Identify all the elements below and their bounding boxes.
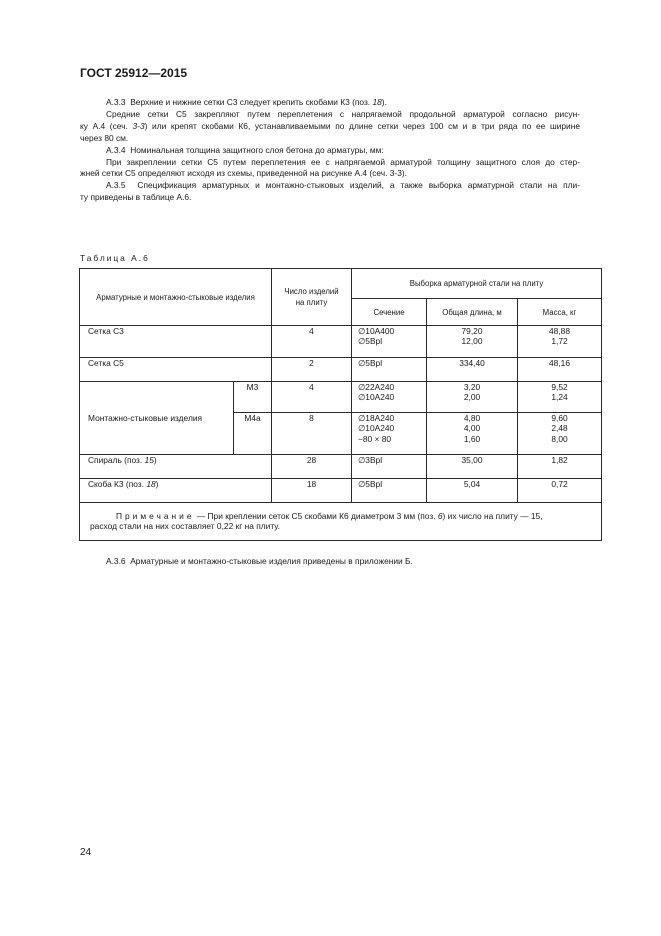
header-selection: Выборка арматурной стали на плиту [352,269,602,299]
item-count: 18 [272,479,352,503]
mass-value: 1,72 [551,336,568,347]
mass-value: 2,48 [551,423,568,434]
name-text: Спираль (поз. [88,455,145,465]
note-line1 [90,511,591,521]
position-ref: 18 [372,97,382,107]
clause-number: А.3.3 [106,97,126,107]
page-number: 24 [80,847,92,858]
item-count: 28 [272,455,352,479]
section-value: ∅5Врl [358,358,383,368]
name-text: ) [153,455,157,465]
length-cell [427,358,518,382]
position-ref: 6 [437,511,443,521]
table-row [80,382,602,413]
item-count: 2 [272,358,352,382]
item-mark: М4а [234,413,272,455]
position-ref: 18 [146,479,156,489]
section-value: ∅10А240 [358,423,395,434]
paragraph-a35-line2: ту приведены в таблице А.6. [80,192,192,203]
table-row [80,479,602,503]
length-value: 1,60 [463,433,481,444]
mass-cell [518,479,602,503]
table-header-row [80,269,602,299]
item-count: 4 [272,326,352,358]
length-value: 334,40 [459,358,485,368]
note-line2: расход стали на них составляет 0,22 кг на плиту. [90,521,280,532]
clause-end: ). [381,97,387,107]
length-cell [427,455,518,479]
specification-table [79,268,602,541]
table-row [80,326,602,358]
clause-number: А.3.4 [106,144,126,155]
section-value: ∅5Врl [358,336,383,347]
paragraph-c5-line1: Средние сетки С5 закрепляют путем переплетения с напрягаемой продольной арматурой согласно рисун- [106,108,580,119]
item-mark: М3 [234,382,272,413]
clause-number: А.3.5 [106,180,126,191]
name-text: Скоба К3 (поз. [88,479,147,489]
mass-cell [518,358,602,382]
section-value: ∅5Врl [358,479,383,489]
section-value: ∅22А240 [358,382,395,392]
table-caption: Таблица А.6 [80,253,150,263]
paragraph-a33 [80,97,580,109]
text-fragment: ку А.4 (сеч. [80,120,133,131]
section-value: ∅18А240 [358,413,395,423]
item-name [80,479,272,503]
length-value: 5,04 [463,479,481,489]
header-mass: Масса, кг [518,299,602,326]
clause-text: Верхние и нижние сетки С3 следует крепить скобами К3 (поз. [130,97,373,107]
table-row [80,358,602,382]
length-value: 4,80 [463,413,481,423]
section-cell [352,455,427,479]
length-value: 35,00 [461,455,483,465]
mass-cell [518,413,602,455]
length-value: 4,00 [463,423,481,434]
name-text: ) [155,479,159,489]
section-ref: 3-3 [132,120,145,131]
paragraph-c5-line2 [80,121,580,133]
mass-value: 1,24 [551,392,568,403]
section-cell [352,413,427,455]
item-name: Сетка С3 [80,326,272,358]
length-value: 3,20 [463,382,481,392]
table-note-row [80,503,602,541]
section-cell [352,358,427,382]
note-text: ) их число на плиту — 15, [442,511,543,521]
note-text: — При креплении сеток С5 скобами К6 диаметром 3 мм (поз. [194,511,438,521]
mass-value: 1,82 [551,455,568,465]
mass-cell [518,326,602,358]
position-ref: 15 [144,455,154,465]
section-value: ∅10А400 [358,326,395,336]
header-count: Число изделий на плиту [272,269,352,326]
header-items: Арматурные и монтажно-стыковые изделия [80,269,272,326]
section-value: ∅10А240 [358,392,395,403]
table-row [80,455,602,479]
length-cell [427,479,518,503]
mass-value: 48,16 [549,358,570,368]
paragraph-c5-mounting-line1: При закреплении сетки С5 путем переплетения ее с напрягаемой арматурой толщину защитного слоя до стер- [106,156,580,167]
section-a33 [80,97,580,204]
clause-text: Спецификация арматурных и монтажно-стыковых изделий, а также выборка арматурной стали на пли- [137,180,580,191]
mass-value: 9,52 [551,382,568,392]
section-value: ∅3Врl [358,455,383,465]
length-cell [427,326,518,358]
document-header: ГОСТ 25912—2015 [80,66,188,80]
item-count: 8 [272,413,352,455]
paragraph-c5-line3: через 80 см. [80,132,129,143]
note-label: Примечание [116,511,195,521]
clause-number: А.3.6 [106,556,126,566]
section-cell [352,382,427,413]
header-section: Сечение [352,299,427,326]
length-value: 2,00 [463,392,481,403]
paragraph-a35 [80,180,580,192]
item-count: 4 [272,382,352,413]
item-name: Монтажно-стыковые изделия [80,382,234,455]
mass-value: 48,88 [549,326,570,336]
mass-value: 8,00 [551,433,568,444]
clause-text: Номинальная толщина защитного слоя бетона до арматуры, мм: [130,144,384,155]
length-cell [427,382,518,413]
text-fragment: ) или крепят скобами К6, устанавливаемыми по длине сетки через 100 см и в три ряда по ее ширине [144,120,580,131]
clause-text: Арматурные и монтажно-стыковые изделия приведены в приложении Б. [130,556,413,566]
item-name [80,455,272,479]
mass-cell [518,455,602,479]
section-cell [352,479,427,503]
paragraph-a34 [80,145,580,157]
length-value: 12,00 [461,336,483,347]
header-length: Общая длина, м [427,299,518,326]
paragraph-c5-mounting-line2: жней сетки С5 определяют исходя из схемы, приведенной на рисунке А.4 (сеч. 3-3). [80,168,407,179]
length-cell [427,413,518,455]
mass-value: 0,72 [551,479,568,489]
section-value: −80 × 80 [358,433,392,444]
section-cell [352,326,427,358]
item-name: Сетка С5 [80,358,272,382]
mass-value: 9,60 [551,413,568,423]
length-value: 79,20 [461,326,483,336]
paragraph-a36 [80,555,580,567]
table-note [80,503,602,541]
mass-cell [518,382,602,413]
